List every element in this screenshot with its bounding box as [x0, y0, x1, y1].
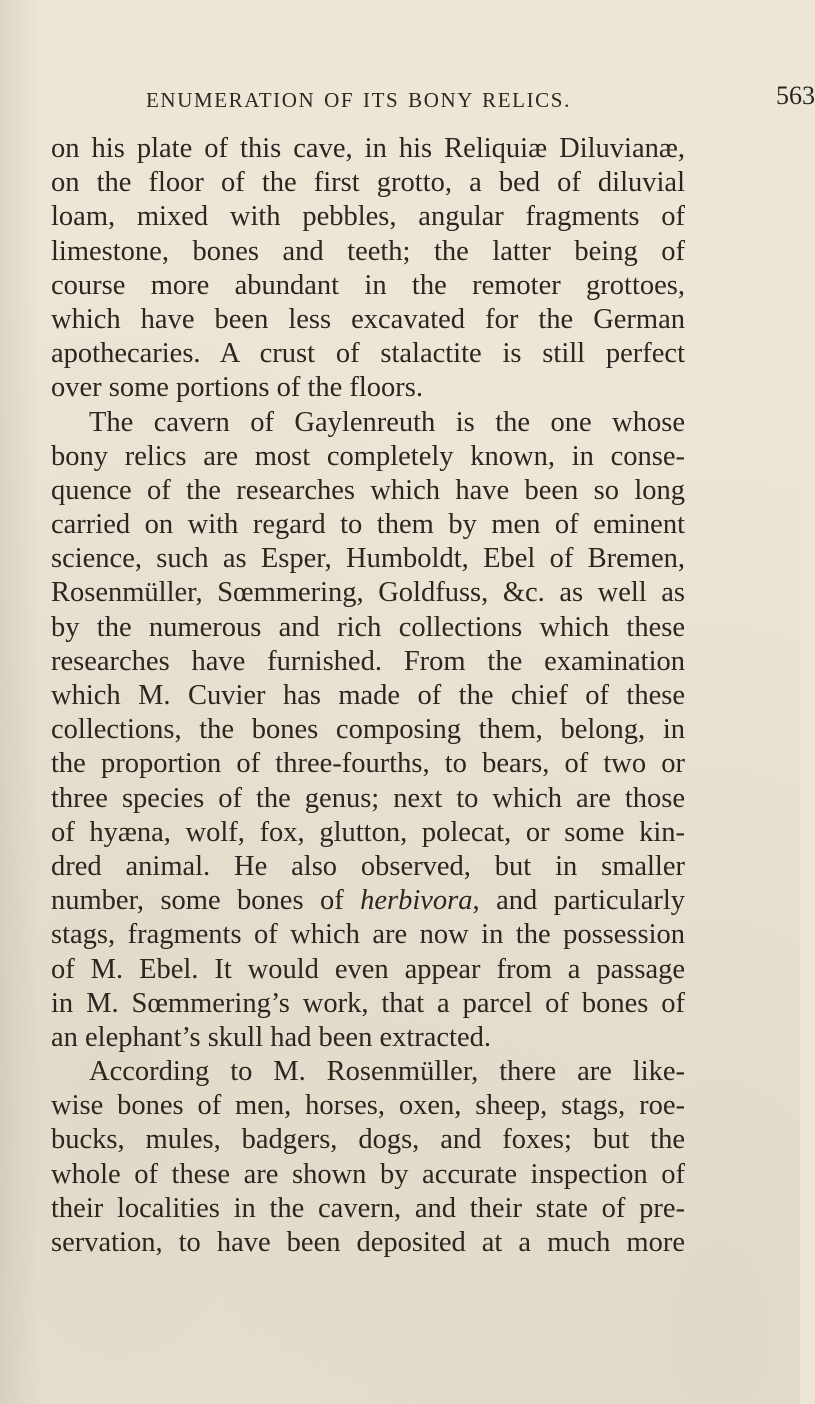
text-line: on the floor of the first grotto, a bed of diluvial: [51, 167, 685, 199]
text-line: whole of these are shown by accurate inspection of: [51, 1158, 685, 1190]
text-line: apothecaries. A crust of stalactite is still perfect: [51, 338, 685, 370]
paragraph-3: [51, 1055, 685, 1260]
text-line: of hyæna, wolf, fox, glutton, polecat, or some kin-: [51, 816, 685, 848]
text-line: which have been less excavated for the German: [51, 303, 685, 335]
text-line: quence of the researches which have been so long: [51, 474, 685, 506]
paragraph-1: [51, 132, 685, 406]
text-line: the proportion of three-fourths, to bears, of two or: [51, 748, 685, 780]
text-line: According to M. Rosenmüller, there are like-: [89, 1056, 685, 1088]
text-line: The cavern of Gaylenreuth is the one whose: [89, 406, 685, 438]
text-line: Rosenmüller, Sœmmering, Goldfuss, &c. as well as: [51, 577, 685, 609]
text-line: bony relics are most completely known, in conse-: [51, 440, 685, 472]
text-line: stags, fragments of which are now in the possession: [51, 919, 685, 951]
text-line: which M. Cuvier has made of the chief of these: [51, 680, 685, 711]
text-line: servation, to have been deposited at a much more: [51, 1227, 685, 1258]
text-line: bucks, mules, badgers, dogs, and foxes; but the: [51, 1124, 685, 1156]
text-line: three species of the genus; next to which are those: [51, 782, 685, 814]
running-head: [146, 81, 815, 118]
text-line: in M. Sœmmering’s work, that a parcel of bones of: [51, 987, 685, 1019]
paragraph-2: [51, 406, 685, 1056]
italic-term: herbivora: [360, 885, 473, 917]
text-line: collections, the bones composing them, belong, in: [51, 714, 685, 746]
running-title: ENUMERATION OF ITS BONY RELICS.: [146, 88, 571, 112]
text-line: carried on with regard to them by men of eminent: [51, 509, 685, 541]
text-line: on his plate of this cave, in his Reliquiæ Diluvianæ,: [51, 133, 685, 164]
text-line: their localities in the cavern, and their state of pre-: [51, 1192, 685, 1224]
text-line: limestone, bones and teeth; the latter being of: [51, 235, 685, 267]
text-line: researches have furnished. From the examination: [51, 645, 685, 677]
text-line: number, some bones of herbivora, and particularly: [51, 885, 685, 917]
text-line: an elephant’s skull had been extracted.: [51, 1021, 491, 1053]
text-line: by the numerous and rich collections which these: [51, 611, 685, 643]
body-text: [51, 132, 685, 1260]
text-line: loam, mixed with pebbles, angular fragments of: [51, 201, 685, 233]
text-line: dred animal. He also observed, but in smaller: [51, 850, 685, 882]
text-line: over some portions of the floors.: [51, 372, 424, 404]
text-line: wise bones of men, horses, oxen, sheep, stags, roe-: [51, 1090, 685, 1122]
text-line: of M. Ebel. It would even appear from a passage: [51, 953, 685, 985]
text-line: science, such as Esper, Humboldt, Ebel of Bremen,: [51, 543, 685, 575]
page-number: 563: [776, 81, 815, 110]
text-line: course more abundant in the remoter grottoes,: [51, 269, 685, 301]
